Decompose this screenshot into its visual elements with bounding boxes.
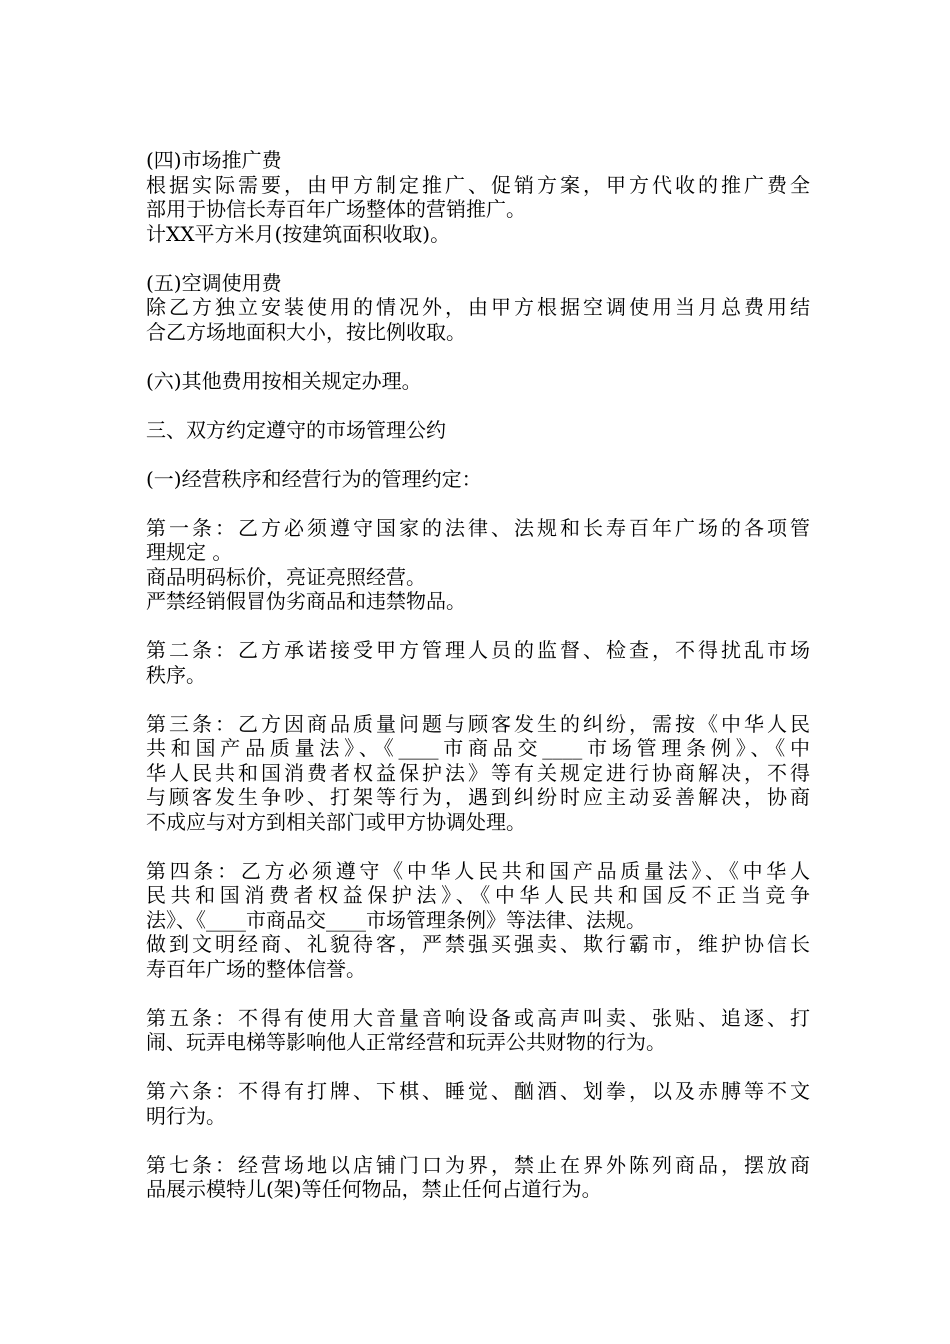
- article-5: [146, 1006, 810, 1055]
- text-line: 计XX平方米月(按建筑面积收取)。: [146, 221, 451, 246]
- heading-ac-fee: (五)空调使用费: [146, 270, 282, 295]
- text-line: 品展示模特儿(架)等任何物品，禁止任何占道行为。: [146, 1177, 602, 1201]
- text-line: (六)其他费用按相关规定办理。: [146, 368, 422, 393]
- text-line: 秩序。: [146, 662, 206, 687]
- text-line: 闹、玩弄电梯等影响他人正常经营和玩弄公共财物的行为。: [146, 1030, 666, 1054]
- text-line: 第五条：不得有使用大音量音响设备或高声叫卖、张贴、追逐、打: [146, 1005, 810, 1030]
- text-line: 不成应与对方到相关部门或甲方协调处理。: [146, 809, 526, 834]
- text-line: 第六条：不得有打牌、下棋、睡觉、酗酒、划拳，以及赤膊等不文: [146, 1079, 810, 1103]
- document-page: [146, 148, 810, 1226]
- text-line: 第四条：乙方必须遵守《中华人民共和国产品质量法》、《中华人: [146, 858, 810, 883]
- text-line: 与顾客发生争吵、打架等行为，遇到纠纷时应主动妥善解决，协商: [146, 785, 810, 809]
- heading-marketing-fee: (四)市场推广费: [146, 148, 282, 172]
- text-line: 第七条：经营场地以店铺门口为界，禁止在界外陈列商品，摆放商: [146, 1152, 810, 1177]
- text-line: 共和国产品质量法》、《____市商品交____市场管理条例》、《中: [146, 736, 810, 760]
- text-line: 第二条：乙方承诺接受甲方管理人员的监督、检查，不得扰乱市场: [146, 638, 810, 662]
- text-line: 做到文明经商、礼貌待客，严禁强买强卖、欺行霸市，维护协信长: [146, 932, 810, 956]
- text-line: 第一条：乙方必须遵守国家的法律、法规和长寿百年广场的各项管: [146, 515, 810, 540]
- section-ac-fee: [146, 271, 810, 345]
- text-line: 法》、《____市商品交____市场管理条例》等法律、法规。: [146, 907, 646, 932]
- article-6: [146, 1079, 810, 1128]
- text-line: 第三条：乙方因商品质量问题与顾客发生的纠纷，需按《中华人民: [146, 711, 810, 736]
- text-line: 商品明码标价，亮证亮照经营。: [146, 564, 426, 589]
- section-other-fees: [146, 369, 810, 394]
- heading-market-rules: 三、双方约定遵守的市场管理公约: [146, 417, 446, 442]
- section-marketing-fee: [146, 148, 810, 246]
- text-line: 合乙方场地面积大小，按比例收取。: [146, 319, 466, 344]
- text-line: 理规定 。: [146, 540, 233, 564]
- text-line: 明行为。: [146, 1103, 226, 1128]
- text-line: 华人民共和国消费者权益保护法》等有关规定进行协商解决，不得: [146, 760, 810, 785]
- text-line: 部用于协信长寿百年广场整体的营销推广。: [146, 197, 526, 221]
- text-line: 民共和国消费者权益保护法》、《中华人民共和国反不正当竞争: [146, 883, 810, 907]
- subsection-heading-conduct: [146, 467, 810, 492]
- section-heading-market-rules: [146, 418, 810, 443]
- article-3: [146, 712, 810, 835]
- article-4: [146, 859, 810, 982]
- text-line: 严禁经销假冒伪劣商品和违禁物品。: [146, 589, 466, 613]
- article-7: [146, 1153, 810, 1202]
- heading-conduct: (一)经营秩序和经营行为的管理约定：: [146, 466, 482, 491]
- text-line: 寿百年广场的整体信誉。: [146, 956, 366, 981]
- article-1: [146, 516, 810, 614]
- text-line: 除乙方独立安装使用的情况外，由甲方根据空调使用当月总费用结: [146, 295, 810, 319]
- article-2: [146, 638, 810, 687]
- text-line: 根据实际需要，由甲方制定推广、促销方案，甲方代收的推广费全: [146, 172, 810, 197]
